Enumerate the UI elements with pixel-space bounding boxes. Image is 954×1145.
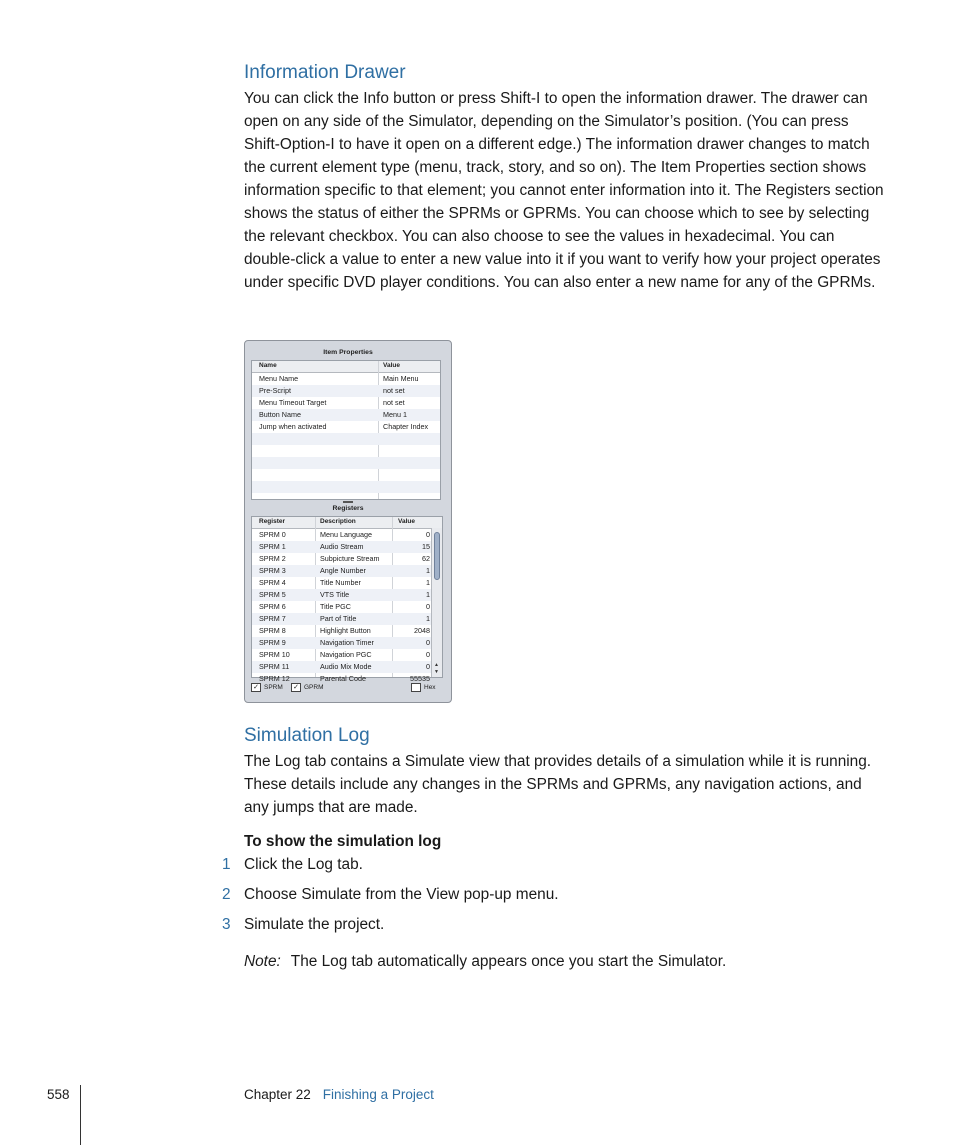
register-description: Menu Language	[320, 530, 372, 539]
gprm-checkbox[interactable]	[291, 683, 324, 692]
gprm-checkbox-label: GPRM	[304, 684, 324, 691]
property-name: Menu Timeout Target	[259, 398, 327, 407]
register-name: SPRM 10	[259, 650, 290, 659]
section-title-simulation-log: Simulation Log	[244, 725, 370, 746]
step-text: Choose Simulate from the View pop-up menu.	[244, 886, 559, 903]
register-description: Navigation Timer	[320, 638, 374, 647]
procedure-title: To show the simulation log	[244, 833, 442, 850]
register-value[interactable]: 55535	[410, 674, 430, 683]
register-value[interactable]: 1	[426, 614, 430, 623]
property-row[interactable]	[252, 397, 440, 409]
property-value: not set	[383, 398, 405, 407]
register-row[interactable]	[252, 589, 442, 601]
register-description: Part of Title	[320, 614, 357, 623]
register-value[interactable]: 0	[426, 638, 430, 647]
col-header-value[interactable]: Value	[398, 518, 415, 525]
register-name: SPRM 4	[259, 578, 286, 587]
register-value[interactable]: 1	[426, 590, 430, 599]
col-header-value[interactable]: Value	[383, 362, 400, 369]
register-row[interactable]	[252, 565, 442, 577]
sprm-checkbox[interactable]	[251, 683, 283, 692]
registers-header	[252, 517, 442, 529]
hex-checkbox[interactable]	[411, 683, 436, 692]
footer-divider	[80, 1085, 81, 1145]
register-value[interactable]: 0	[426, 662, 430, 671]
register-value[interactable]: 2048	[414, 626, 430, 635]
register-row[interactable]	[252, 649, 442, 661]
register-row[interactable]	[252, 553, 442, 565]
item-properties-title: Item Properties	[323, 349, 373, 356]
col-header-register[interactable]: Register	[259, 518, 286, 525]
item-properties-table	[251, 360, 441, 500]
property-row[interactable]	[252, 433, 440, 445]
scroll-up-arrow-icon[interactable]: ▲	[434, 662, 439, 668]
property-row[interactable]	[252, 421, 440, 433]
register-name: SPRM 11	[259, 662, 290, 671]
register-row[interactable]	[252, 601, 442, 613]
col-header-description[interactable]: Description	[320, 518, 356, 525]
registers-table	[251, 516, 443, 683]
register-description: Subpicture Stream	[320, 554, 380, 563]
register-row[interactable]	[252, 541, 442, 553]
register-description: Parental Code	[320, 674, 366, 683]
step-number: 3	[222, 916, 231, 933]
property-value: Menu 1	[383, 410, 407, 419]
section-title-information-drawer: Information Drawer	[244, 62, 406, 83]
chapter-title: Finishing a Project	[322, 1087, 434, 1102]
property-name: Pre-Script	[259, 386, 291, 395]
chapter-footer	[244, 1087, 434, 1102]
register-value[interactable]: 1	[426, 566, 430, 575]
hex-checkbox-label: Hex	[424, 684, 436, 691]
property-value: Main Menu	[383, 374, 419, 383]
register-description: Navigation PGC	[320, 650, 372, 659]
property-row[interactable]	[252, 469, 440, 481]
section-body-information-drawer: You can click the Info button or press Shift-I to open the information drawer. The drawer can open on any side of the Simulator, depending on the Simulator’s position. (You can press Shift-Option-I to have it open on a different edge.) The information drawer changes to match the current element type (menu, track, story, and so on). The Item Properties section shows information specific to that element; you cannot enter information into it. The Registers section shows the status of either the SPRMs or GPRMs. You can choose which to see by selecting the relevant checkbox. You can also choose to see the values in hexadecimal. You can double-click a value to enter a new value into it if you want to verify how your project operates under specific DVD player conditions. You can also enter a new name for any of the GPRMs.	[244, 90, 884, 291]
register-description: Highlight Button	[320, 626, 371, 635]
register-row[interactable]	[252, 637, 442, 649]
registers-title: Registers	[332, 505, 364, 512]
register-description: Title Number	[320, 578, 361, 587]
checkbox-box[interactable]: ✓	[291, 683, 301, 692]
register-row[interactable]	[252, 577, 442, 589]
register-value[interactable]: 0	[426, 530, 430, 539]
register-name: SPRM 9	[259, 638, 286, 647]
col-header-name[interactable]: Name	[259, 362, 277, 369]
step-text: Click the Log tab.	[244, 856, 363, 873]
property-row[interactable]	[252, 481, 440, 493]
register-name: SPRM 6	[259, 602, 286, 611]
property-name: Button Name	[259, 410, 301, 419]
register-row[interactable]	[252, 529, 442, 541]
checkbox-box[interactable]: ✓	[251, 683, 261, 692]
section-body-simulation-log: The Log tab contains a Simulate view that provides details of a simulation while it is running. These details include any changes in the SPRMs and GPRMs, any navigation actions, and any jumps that are made.	[244, 753, 872, 816]
register-name: SPRM 8	[259, 626, 286, 635]
page-number: 558	[47, 1087, 70, 1102]
property-row[interactable]	[252, 373, 440, 385]
resize-handle[interactable]	[343, 501, 353, 503]
step-text: Simulate the project.	[244, 916, 385, 933]
property-row[interactable]	[252, 409, 440, 421]
item-properties-header	[252, 361, 440, 373]
register-description: Audio Mix Mode	[320, 662, 372, 671]
register-description: Audio Stream	[320, 542, 364, 551]
register-description: VTS Title	[320, 590, 350, 599]
register-description: Angle Number	[320, 566, 366, 575]
sprm-checkbox-label: SPRM	[264, 684, 283, 691]
property-row[interactable]	[252, 445, 440, 457]
registers-scrollbar[interactable]	[431, 528, 442, 677]
note-label: Note:	[244, 953, 281, 970]
register-name: SPRM 7	[259, 614, 286, 623]
note-text: The Log tab automatically appears once you start the Simulator.	[290, 953, 727, 970]
property-row[interactable]	[252, 385, 440, 397]
register-name: SPRM 0	[259, 530, 286, 539]
register-value[interactable]: 0	[426, 650, 430, 659]
register-row[interactable]	[252, 625, 442, 637]
property-value: Chapter Index	[383, 422, 429, 431]
property-value: not set	[383, 386, 405, 395]
register-value[interactable]: 0	[426, 602, 430, 611]
information-drawer-screenshot	[244, 340, 452, 703]
property-name: Menu Name	[259, 374, 299, 383]
register-name: SPRM 12	[259, 674, 290, 683]
register-name: SPRM 3	[259, 566, 286, 575]
register-name: SPRM 1	[259, 542, 286, 551]
property-row[interactable]	[252, 457, 440, 469]
step-number: 2	[222, 886, 231, 903]
property-name: Jump when activated	[259, 422, 327, 431]
chapter-label: Chapter 22	[244, 1087, 311, 1102]
scroll-thumb[interactable]	[434, 532, 440, 580]
scroll-down-arrow-icon[interactable]: ▼	[434, 669, 439, 675]
register-name: SPRM 2	[259, 554, 286, 563]
step-number: 1	[222, 856, 231, 873]
register-value[interactable]: 1	[426, 578, 430, 587]
register-row[interactable]	[252, 613, 442, 625]
register-name: SPRM 5	[259, 590, 286, 599]
checkbox-box[interactable]	[411, 683, 421, 692]
note	[244, 953, 726, 971]
register-value[interactable]: 62	[422, 554, 430, 563]
register-description: Title PGC	[320, 602, 351, 611]
register-row[interactable]	[252, 661, 442, 673]
register-value[interactable]: 15	[422, 542, 430, 551]
